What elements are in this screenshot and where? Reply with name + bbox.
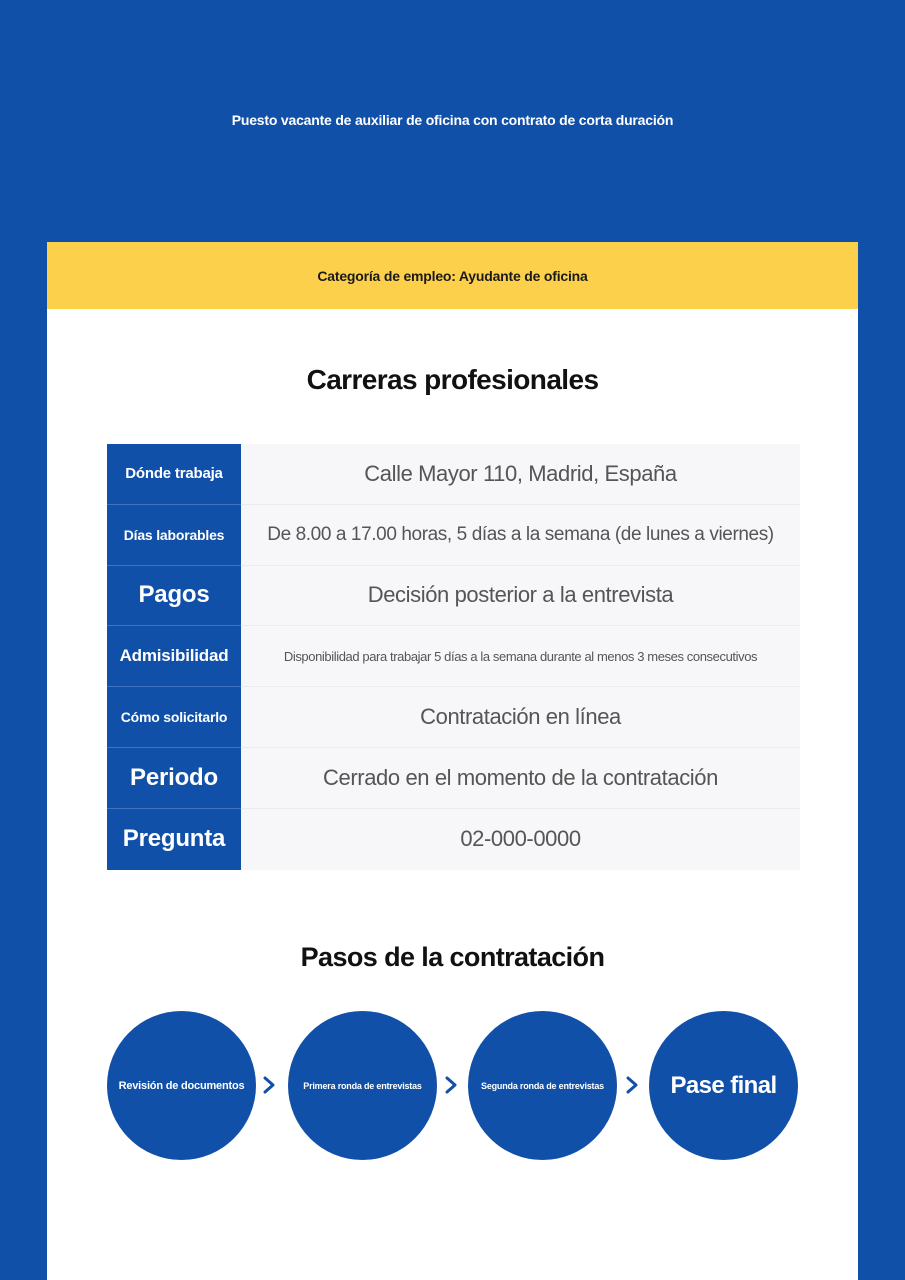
table-row-period	[107, 748, 800, 809]
category-text: Categoría de empleo: Ayudante de oficina	[317, 267, 588, 284]
step-second-interview: Segunda ronda de entrevistas	[468, 1011, 617, 1160]
careers-title: Carreras profesionales	[306, 364, 599, 395]
step-final-pass: Pase final	[649, 1011, 798, 1160]
hiring-steps	[107, 1011, 800, 1161]
chevron-right-icon	[441, 1075, 461, 1095]
row-label: Días laborables	[107, 505, 241, 566]
table-row-days	[107, 505, 800, 566]
row-label: Admisibilidad	[107, 626, 241, 687]
row-value: Contratación en línea	[241, 687, 800, 748]
row-value: Cerrado en el momento de la contratación	[241, 748, 800, 809]
table-row-pay	[107, 566, 800, 627]
page-title: Puesto vacante de auxiliar de oficina con contrato de corta duración	[231, 112, 674, 128]
step-first-interview: Primera ronda de entrevistas	[288, 1011, 437, 1160]
row-value: Calle Mayor 110, Madrid, España	[241, 444, 800, 505]
table-row-where	[107, 444, 800, 505]
row-label: Pagos	[107, 566, 241, 627]
job-card	[47, 242, 858, 1280]
row-value: Disponibilidad para trabajar 5 días a la semana durante al menos 3 meses consecutivos	[241, 626, 800, 687]
table-row-question	[107, 809, 800, 870]
category-banner	[47, 242, 858, 309]
row-value: 02-000-0000	[241, 809, 800, 870]
row-value: De 8.00 a 17.00 horas, 5 días a la semana (de lunes a viernes)	[241, 505, 800, 566]
table-row-eligibility	[107, 626, 800, 687]
row-label: Periodo	[107, 748, 241, 809]
row-label: Pregunta	[107, 809, 241, 870]
steps-title: Pasos de la contratación	[300, 942, 605, 972]
row-value: Decisión posterior a la entrevista	[241, 566, 800, 627]
chevron-right-icon	[259, 1075, 279, 1095]
table-row-apply	[107, 687, 800, 748]
row-label: Dónde trabaja	[107, 444, 241, 505]
chevron-right-icon	[622, 1075, 642, 1095]
row-label: Cómo solicitarlo	[107, 687, 241, 748]
job-info-table	[107, 444, 800, 870]
step-document-review: Revisión de documentos	[107, 1011, 256, 1160]
